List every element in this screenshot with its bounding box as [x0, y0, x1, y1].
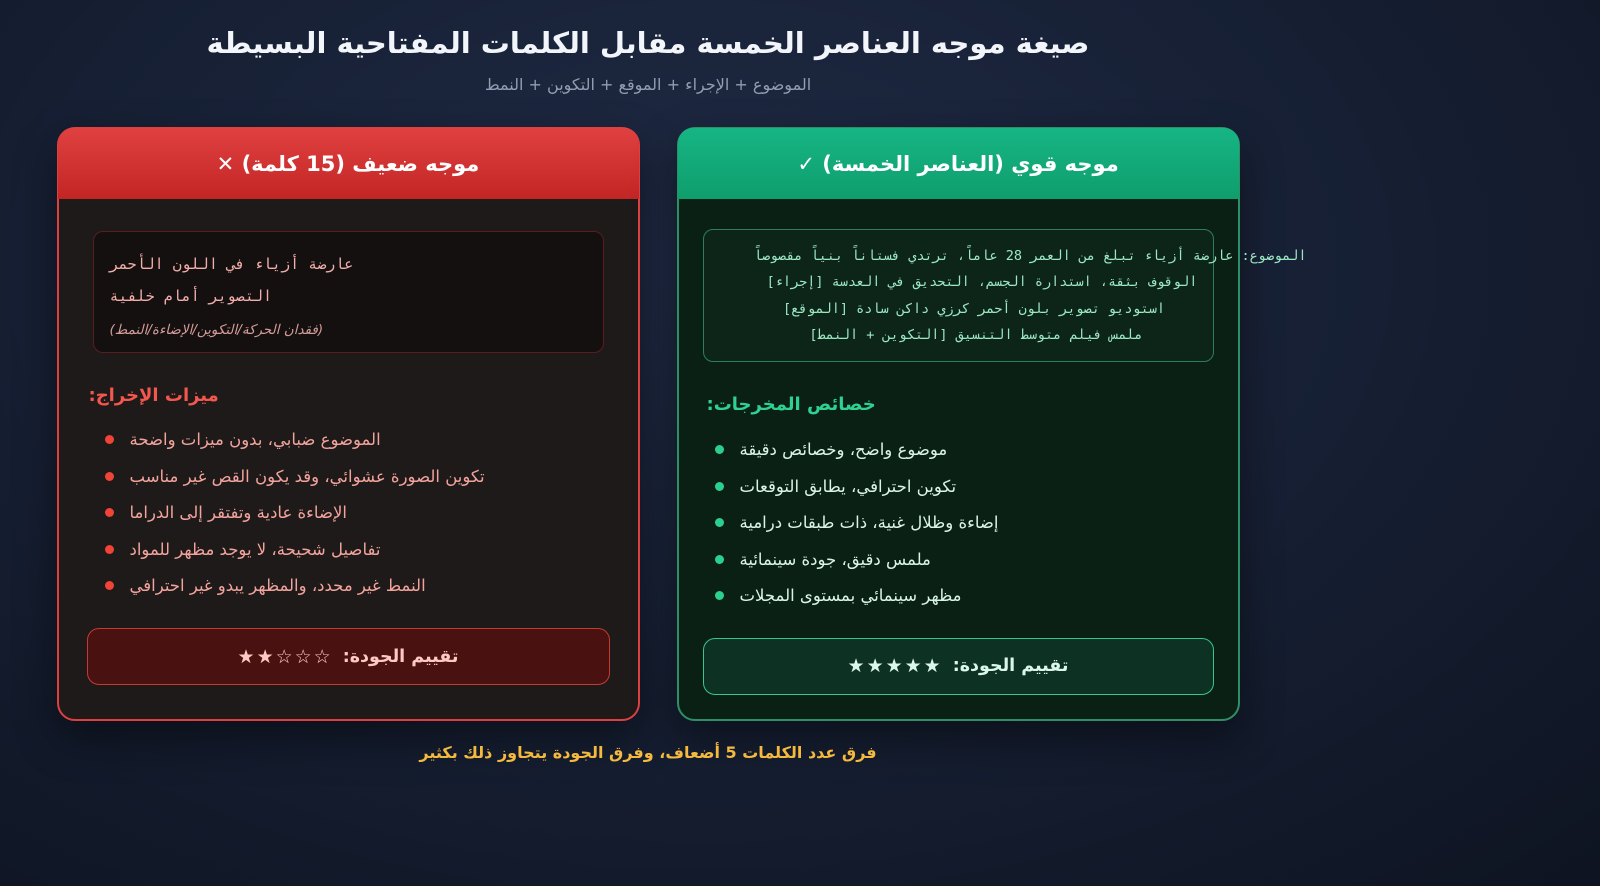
bullet-dot-icon — [105, 508, 114, 517]
bullet-dot-icon — [715, 591, 724, 600]
page-subtitle: الموضوع + الإجراء + الموقع + التكوين + النمط — [484, 75, 812, 94]
list-item — [715, 577, 1214, 614]
feature-text: تفاصيل شحيحة، لا يوجد مظهر للمواد — [129, 539, 381, 559]
strong-prompt-card — [677, 127, 1307, 721]
feature-text: موضوع واضح، وخصائص دقيقة — [739, 440, 948, 459]
feature-text: تكوين الصورة عشوائي، وقد يكون القص غير مناسب — [129, 466, 485, 486]
bullet-dot-icon — [715, 482, 724, 491]
feature-text: الموضوع ضبابي، بدون ميزات واضحة — [129, 430, 381, 450]
strong-prompt-line: استوديو تصوير بلون أحمر كرزي داكن سادة [الموقع] — [782, 300, 1165, 317]
feature-text: ملمس دقيق، جودة سينمائية — [739, 549, 931, 569]
list-item — [715, 468, 1214, 505]
list-item — [105, 422, 612, 459]
comparison-cards — [8, 127, 1307, 721]
bullet-dot-icon — [105, 581, 114, 590]
bullet-dot-icon — [105, 435, 114, 444]
weak-card-title: موجه ضعيف (15 كلمة) ✕ — [216, 151, 480, 176]
weak-card-header — [58, 128, 639, 199]
weak-prompt-line: عارضة أزياء في اللون الأحمر — [109, 255, 354, 273]
feature-text: إضاءة وظلال غنية، ذات طبقات درامية — [739, 513, 999, 532]
strong-rating-box — [703, 638, 1214, 695]
strong-card-header — [678, 128, 1239, 199]
star-rating-icon: ★★★★★ — [847, 655, 943, 678]
strong-features-list — [703, 431, 1214, 614]
star-rating-icon: ★★☆☆☆ — [237, 645, 333, 668]
list-item — [715, 541, 1214, 578]
weak-features-list — [85, 422, 612, 605]
feature-text: الإضاءة عادية وتفتقر إلى الدراما — [129, 503, 347, 523]
list-item — [715, 431, 1214, 468]
bullet-dot-icon — [105, 545, 114, 554]
weak-prompt-line: التصوير أمام خلفية — [109, 287, 273, 306]
weak-card-body — [59, 199, 638, 711]
strong-prompt-line: الوقوف بثقة، استدارة الجسم، التحديق في العدسة [إجراء] — [766, 274, 1198, 291]
bullet-dot-icon — [715, 445, 724, 454]
list-item — [105, 531, 612, 568]
weak-features-heading: ميزات الإخراج: — [88, 384, 219, 406]
weak-rating-box — [87, 628, 610, 685]
list-item — [715, 504, 1214, 541]
list-item — [105, 458, 612, 495]
strong-prompt-line: الموضوع: عارضة أزياء تبلغ من العمر 28 عاماً، ترتدي فستاناً بنياً مقصوصاً — [753, 248, 1307, 264]
rating-label: تقييم الجودة: — [952, 656, 1069, 677]
bullet-dot-icon — [715, 555, 724, 564]
list-item — [105, 495, 612, 532]
strong-card-body — [679, 199, 1307, 719]
weak-prompt-note: (فقدان الحركة/التكوين/الإضاءة/النمط) — [109, 321, 324, 338]
weak-prompt-box — [93, 231, 604, 353]
list-item — [105, 568, 612, 605]
feature-text: مظهر سينمائي بمستوى المجلات — [739, 586, 962, 605]
strong-card-title: موجه قوي (العناصر الخمسة) ✓ — [797, 151, 1119, 176]
strong-prompt-line: ملمس فيلم متوسط التنسيق [التكوين + النمط] — [809, 326, 1143, 343]
bullet-dot-icon — [715, 518, 724, 527]
page-container — [8, 0, 1307, 762]
strong-prompt-box — [703, 229, 1307, 362]
comparison-footnote: فرق عدد الكلمات 5 أضعاف، وفرق الجودة يتجاوز ذلك بكثير — [419, 742, 877, 762]
rating-label: تقييم الجودة: — [342, 646, 459, 667]
feature-text: النمط غير محدد، والمظهر يبدو غير احترافي — [129, 576, 426, 596]
page-title: صيغة موجه العناصر الخمسة مقابل الكلمات المفتاحية البسيطة — [206, 26, 1090, 60]
feature-text: تكوين احترافي، يطابق التوقعات — [739, 476, 957, 496]
strong-features-heading: خصائص المخرجات: — [706, 394, 876, 416]
weak-prompt-card — [57, 127, 640, 721]
bullet-dot-icon — [105, 472, 114, 481]
